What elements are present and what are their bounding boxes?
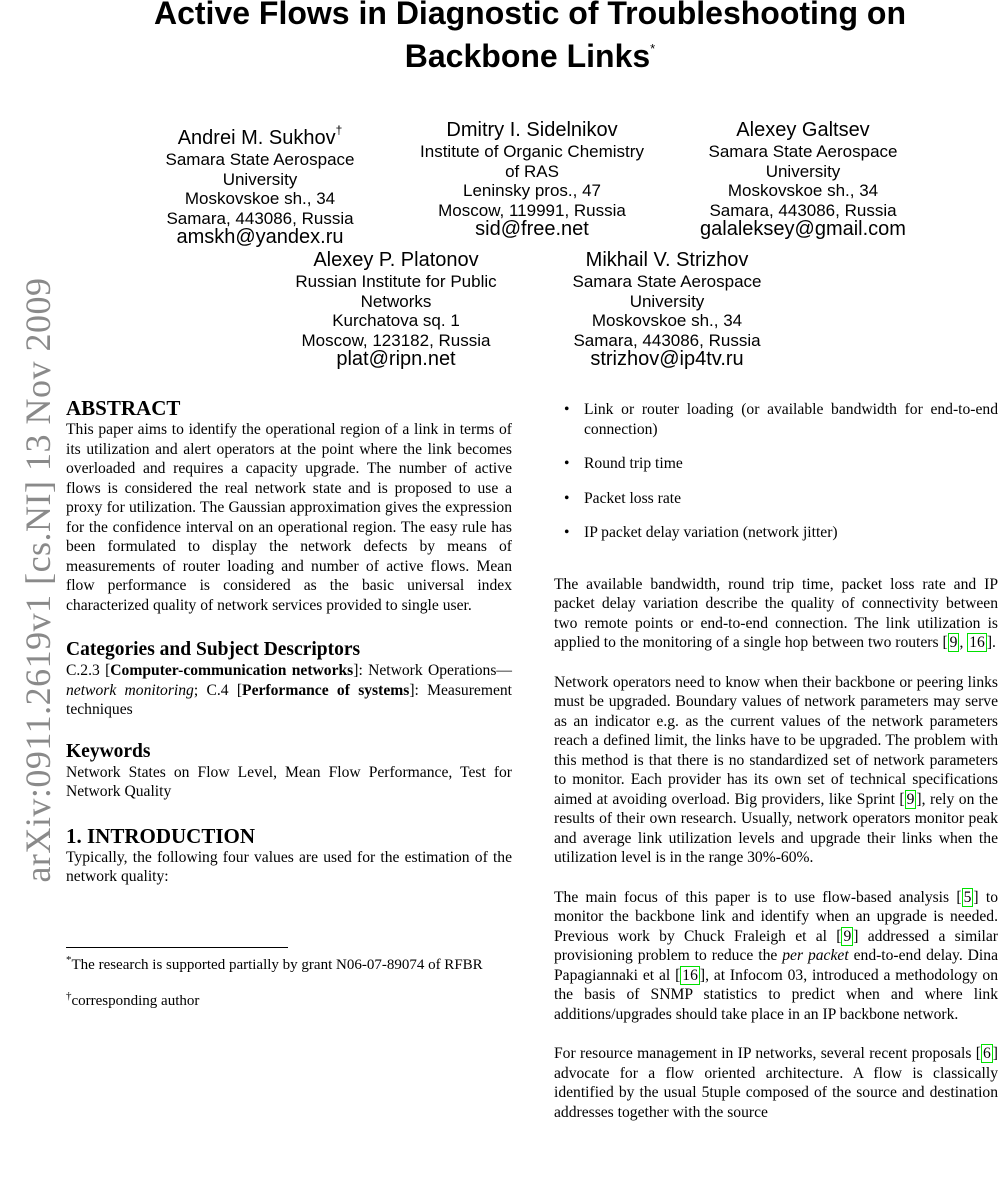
- author-mark: †: [335, 123, 343, 137]
- para-text: ,: [959, 634, 968, 651]
- footnote-grant: [66, 952, 512, 974]
- cat-term-italic: network monitoring: [66, 681, 194, 699]
- affiliation-line: Samara State Aerospace: [572, 272, 762, 291]
- address-line: Moskovskoe sh., 34: [184, 189, 336, 208]
- footnote-author: [66, 988, 512, 1010]
- para-text: The available bandwidth, round trip time, packet loss rate and IP packet delay variation describe the quality of connectivity between two remote points or end-to-end connection. The link utilization is applied to the monitoring of a single hop between two routers [: [554, 575, 998, 651]
- author-name: Alexey P. Platonov: [313, 249, 479, 271]
- author-name-text: Andrei M. Sukhov: [177, 127, 336, 149]
- title-line-2: [60, 31, 999, 74]
- author-email[interactable]: strizhov@ip4tv.ru: [590, 348, 744, 370]
- introduction-text: Typically, the following four values are used for the estimation of the network quality:: [66, 848, 512, 885]
- para-text: ], rely on the results of their own research. Usually, network operators monitor peak and average link utilization levels and upgrade their links when the utilization level is in the range 30%-60%.: [554, 790, 998, 866]
- affiliation-line: University: [222, 169, 298, 189]
- list-item: • Packet loss rate: [554, 489, 998, 509]
- cat-term: Performance of systems: [242, 681, 410, 699]
- cat-text: ; C.4 [: [193, 681, 243, 699]
- cat-text: ]: Measurement techniques: [66, 681, 512, 718]
- author-name: Mikhail V. Strizhov: [585, 249, 749, 271]
- author-email[interactable]: plat@ripn.net: [336, 348, 456, 370]
- affiliation-line: Samara State Aerospace: [165, 150, 355, 169]
- address-line: Kurchatova sq. 1: [332, 311, 460, 330]
- abstract-heading: ABSTRACT: [66, 396, 181, 420]
- title-line-2-text: Backbone Links: [404, 38, 651, 74]
- citation-link[interactable]: 9: [906, 790, 915, 808]
- address-line: Moskovskoe sh., 34: [591, 311, 743, 330]
- cat-text: ]: Network Operations—: [353, 662, 512, 679]
- para-text: ] to monitor the backbone link and identify when an upgrade is needed. Previous work by Chuck Fraleigh et al [: [554, 888, 998, 945]
- citation-link[interactable]: 5: [963, 888, 972, 906]
- city-line: Moscow, 123182, Russia: [301, 330, 491, 350]
- citation-link[interactable]: 9: [949, 634, 958, 651]
- para-text: ], at Infocom 03, introduced a methodology on the basis of SNMP statistics to predict when and where link additions/upgrades should take place in an IP backbone network.: [554, 966, 999, 1023]
- keywords-text: Network States on Flow Level, Mean Flow Performance, Test for Network Quality: [66, 763, 512, 800]
- arxiv-identifier-stamp: arXiv:0911.2619v1 [cs.NI] 13 Nov 2009: [18, 277, 58, 883]
- paragraph: [554, 888, 998, 1025]
- affiliation-line: Institute of Organic Chemistry: [420, 142, 644, 161]
- cat-term: Computer-communication networks: [110, 662, 354, 679]
- list-item: • Link or router loading (or available bandwidth for end-to-end connection): [554, 400, 998, 439]
- affiliation-line: University: [765, 161, 841, 181]
- para-text: The main focus of this paper is to use flow-based analysis [: [554, 888, 962, 906]
- author-email[interactable]: amskh@yandex.ru: [176, 226, 344, 248]
- author-email[interactable]: galaleksey@gmail.com: [700, 218, 906, 240]
- cat-text: C.2.3 [: [66, 662, 111, 679]
- footnote-rule: [66, 947, 288, 948]
- author-block-4: [256, 248, 536, 369]
- title-line-1: Active Flows in Diagnostic of Troubleshooting on: [153, 0, 906, 31]
- para-italic: per packet: [782, 947, 849, 964]
- affiliation-line: Samara State Aerospace: [708, 142, 898, 161]
- quality-values-list: [554, 400, 998, 543]
- para-text: For resource management in IP networks, several recent proposals [: [554, 1045, 981, 1062]
- right-column: [554, 400, 998, 1122]
- citation-link[interactable]: 6: [983, 1045, 991, 1062]
- footnote-text: The research is supported partially by grant N06-07-89074 of RFBR: [71, 957, 483, 973]
- list-item: • Round trip time: [554, 454, 998, 474]
- city-line: Samara, 443086, Russia: [709, 200, 897, 220]
- para-text: ] addressed a similar provisioning problem to reduce the: [554, 927, 998, 964]
- citation-link[interactable]: 16: [682, 966, 698, 984]
- paragraph: [554, 1044, 998, 1122]
- author-name: Dmitry I. Sidelnikov: [446, 119, 618, 141]
- address-line: Leninsky pros., 47: [463, 181, 601, 200]
- address-line: Moskovskoe sh., 34: [727, 181, 879, 200]
- para-text: end-to-end delay. Dina Papagiannaki et al [: [554, 947, 998, 984]
- paragraph: [554, 673, 998, 868]
- author-name: Alexey Galtsev: [736, 119, 870, 141]
- introduction-heading: 1. INTRODUCTION: [66, 823, 256, 848]
- author-block-3: [663, 118, 943, 239]
- footnote-text: corresponding author: [71, 993, 200, 1009]
- keywords-heading: Keywords: [66, 740, 151, 762]
- affiliation-line: University: [629, 291, 705, 311]
- author-block-2: [392, 118, 672, 239]
- para-text: ].: [986, 634, 996, 651]
- city-line: Moscow, 119991, Russia: [438, 200, 626, 220]
- affiliation-line: Russian Institute for Public: [295, 272, 497, 291]
- abstract-text: This paper aims to identify the operational region of a link in terms of its utilization and alert operators at the point where the link becomes overloaded and requires a capacity upgrade. The number of active flows is considered the real network state and is proposed to use a proxy for utilization. The Gaussian approximation gives the expression for the confidence interval on an operational region. The easy rule has been formulated to display the network defects by means of measurements of router loading and number of active flows. Mean flow performance is considered as the basic universal index characterized quality of network services provided to single user.: [66, 421, 512, 614]
- paragraph: [554, 575, 998, 653]
- paper-title: [60, 0, 999, 74]
- author-block-5: [527, 248, 807, 369]
- city-line: Samara, 443086, Russia: [166, 208, 354, 228]
- city-line: Samara, 443086, Russia: [573, 330, 761, 350]
- title-footnote-mark: *: [650, 41, 656, 56]
- author-name: [120, 118, 400, 150]
- affiliation-line: of RAS: [505, 161, 559, 181]
- citation-link[interactable]: 9: [843, 927, 852, 945]
- author-block-1: [120, 118, 400, 247]
- affiliation-line: Networks: [360, 291, 432, 311]
- categories-text: [66, 661, 512, 720]
- citation-link[interactable]: 16: [969, 634, 985, 651]
- footnote-mark: †: [66, 990, 72, 1002]
- left-column: [66, 396, 512, 887]
- list-item: • IP packet delay variation (network jitter): [554, 523, 998, 543]
- para-text: Network operators need to know when their backbone or peering links must be upgraded. Boundary values of network parameters may serve as an indicator e.g. as the current values of the network parameters reach a defined limit, the links have to be upgraded. The problem with this method is that there is no standardized set of network parameters to monitor. Each provider has its own set of technical specifications aimed at avoiding overload. Big providers, like Sprint [: [554, 673, 998, 808]
- footnote-mark: *: [66, 954, 72, 966]
- author-email[interactable]: sid@free.net: [475, 218, 589, 240]
- para-text: ] advocate for a flow oriented architecture. A flow is classically identified by the usual 5tuple composed of the source and destination addresses together with the source: [554, 1045, 998, 1121]
- categories-heading: Categories and Subject Descriptors: [66, 639, 361, 660]
